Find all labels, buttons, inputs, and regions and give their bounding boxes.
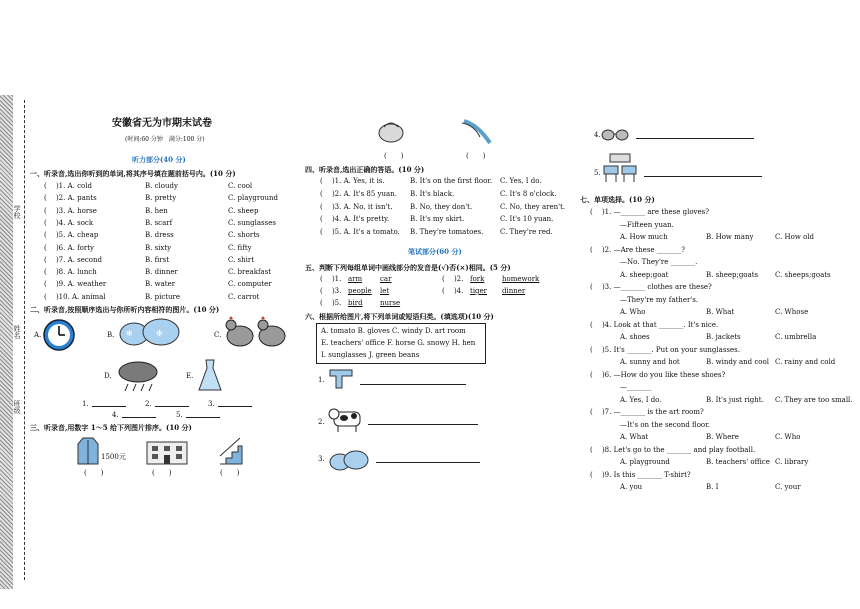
- s4-option-c: C. It's 10 yuan.: [500, 215, 554, 224]
- s7-option-c: C. library: [775, 458, 809, 466]
- s2-title: 二、听录音,按照顺序选出与你所听内容相符的图片。(10 分): [30, 305, 220, 314]
- s1-option-a[interactable]: ( )2. A. pants: [44, 194, 97, 203]
- s6-line-2[interactable]: [368, 424, 478, 425]
- s5-word-a: people: [348, 287, 372, 295]
- s1-option-c: C. fifty: [228, 243, 252, 252]
- dress-picture: [197, 358, 223, 392]
- s2-line-2[interactable]: [155, 406, 189, 407]
- s4-option-b: B. It's my skirt.: [410, 215, 465, 224]
- s1-title: 一、听录音,选出你听到的单词,将其序号填在题前括号内。(10 分): [30, 169, 236, 178]
- stairs-picture: [218, 436, 244, 466]
- listening-heading: 听力部分(40 分): [132, 155, 186, 164]
- s1-option-b: B. dinner: [145, 268, 178, 277]
- s1-option-c: C. shirt: [228, 255, 255, 264]
- name-label: 姓名: [13, 325, 21, 339]
- s7-question[interactable]: ( )2. —Are these _______?: [590, 245, 686, 254]
- s2-line-3[interactable]: [218, 406, 252, 407]
- s5-word-b: let: [380, 287, 390, 295]
- s4-option-c: C. They're red.: [500, 228, 553, 237]
- s7-option-c: C. Who: [775, 433, 801, 441]
- s1-option-a[interactable]: ( )10. A. animal: [44, 292, 106, 301]
- s7-question[interactable]: ( )7. —_______ is the art room?: [590, 408, 704, 416]
- s2-blank-5: 5.: [176, 411, 183, 419]
- s1-option-a[interactable]: ( )8. A. lunch: [44, 268, 97, 277]
- s5-paren[interactable]: ( )1.: [320, 275, 342, 283]
- s6-num-2: 2.: [318, 418, 325, 426]
- s1-option-a[interactable]: ( )4. A. sock: [44, 218, 94, 227]
- s2-line-5[interactable]: [186, 417, 220, 418]
- s7-option-a: A. sunny and hot: [620, 358, 680, 366]
- s7-option-c: C. They are too small.: [775, 395, 853, 404]
- s2-blank-4: 4.: [112, 411, 119, 419]
- s1-option-b: B. sixty: [145, 243, 172, 252]
- s7-option-b: B. windy and cool: [706, 358, 769, 366]
- s4-title: 四、听录音,选出正确的答语。(10 分): [305, 165, 425, 174]
- s7-question[interactable]: ( )1. —_______ are these gloves?: [590, 208, 710, 216]
- writing-heading: 笔试部分(60 分): [408, 247, 462, 256]
- cow-picture: [326, 404, 366, 434]
- s6-line-3[interactable]: [376, 462, 480, 463]
- s1-option-c: C. carrot: [228, 292, 260, 301]
- s6-num-3: 3.: [318, 455, 325, 463]
- s1-option-b: B. water: [145, 280, 176, 289]
- s7-option-a: A. How much: [620, 233, 668, 241]
- word-bank-line-3: I. sunglasses J. green beans: [321, 351, 420, 359]
- s7-option-a: A. Yes, I do.: [620, 395, 662, 404]
- s5-title: 五、判断下列每组单词中画线部分的发音是(√)否(×)相同。(5 分): [305, 263, 511, 272]
- snow-cloud-picture: [116, 316, 186, 350]
- s1-option-b: B. picture: [145, 292, 181, 301]
- s4-option-a[interactable]: ( )2. A. It's 85 yuan.: [320, 189, 397, 198]
- s7-option-a: A. What: [620, 433, 649, 441]
- building-picture: [144, 438, 190, 466]
- s1-option-b: B. dress: [145, 231, 174, 240]
- s5-word-a: bird: [348, 299, 363, 307]
- s7-title: 七、单项选择。(10 分): [580, 195, 655, 204]
- scarf-picture: [326, 366, 356, 390]
- s2-letter-e: E.: [186, 372, 194, 380]
- s5-paren[interactable]: ( )4.: [442, 287, 464, 295]
- s7-option-a: A. sheep;goat: [620, 270, 669, 279]
- s5-paren[interactable]: ( )3.: [320, 287, 342, 295]
- s2-blank-1: 1.: [82, 400, 89, 408]
- s6-line-4[interactable]: [636, 138, 754, 139]
- s5-word-b: nurse: [380, 299, 401, 307]
- s1-option-a[interactable]: ( )6. A. forty: [44, 243, 95, 252]
- s1-option-a[interactable]: ( )9. A. weather: [44, 280, 107, 289]
- s4-option-c: C. It's 8 o'clock.: [500, 189, 557, 198]
- s6-num-5: 5.: [594, 169, 601, 177]
- s7-reply: —Fifteen yuan.: [620, 220, 674, 229]
- rain-cloud-picture: [116, 360, 160, 394]
- s1-option-a[interactable]: ( )3. A. horse: [44, 206, 97, 215]
- s2-line-1[interactable]: [92, 406, 126, 407]
- s2-blank-3: 3.: [208, 400, 215, 408]
- s7-option-a: A. Who: [620, 308, 646, 316]
- s5-word-a: arm: [348, 275, 363, 283]
- s7-question[interactable]: ( )4. Look at that _______. It's nice.: [590, 320, 719, 329]
- s1-option-c: C. shorts: [228, 231, 260, 240]
- s7-question[interactable]: ( )9. Is this _______ T-shirt?: [590, 470, 691, 479]
- s3-paren-1[interactable]: ( ): [84, 469, 104, 477]
- s6-line-1[interactable]: [360, 384, 466, 385]
- s7-option-b: B. How many: [706, 233, 754, 241]
- hen-picture: [222, 314, 292, 352]
- school-label: 学校: [13, 205, 21, 219]
- s2-letter-b: B.: [107, 331, 115, 339]
- s7-option-c: C. rainy and cold: [775, 358, 836, 366]
- s7-option-b: B. jackets: [706, 333, 741, 341]
- s6-line-5[interactable]: [644, 176, 762, 177]
- s4-option-a[interactable]: ( )5. A. It's a tomato.: [320, 228, 400, 237]
- s1-option-b: B. cloudy: [145, 182, 178, 190]
- s7-option-b: B. Where: [706, 433, 739, 441]
- s5-paren[interactable]: ( )2.: [442, 275, 464, 283]
- s1-option-c: C. computer: [228, 280, 272, 289]
- s1-option-b: B. hen: [145, 206, 168, 215]
- s4-option-b: B. It's on the first floor.: [410, 177, 493, 185]
- s5-word-b: homework: [502, 275, 540, 283]
- s2-letter-c: C.: [214, 331, 222, 339]
- s7-question[interactable]: ( )6. —How do you like these shoes?: [590, 370, 726, 379]
- s2-letter-d: D.: [104, 372, 112, 380]
- s3-paren-3[interactable]: ( ): [220, 469, 240, 477]
- price-tag: 1500元: [101, 453, 126, 461]
- word-bank: [316, 323, 486, 364]
- s1-option-b: B. scarf: [145, 218, 173, 227]
- sunglasses-picture: [600, 124, 630, 146]
- s4-option-a[interactable]: ( )1. A. Yes, it is.: [320, 177, 385, 185]
- s7-option-c: C. your: [775, 483, 801, 491]
- mitten-picture: [376, 117, 406, 147]
- s7-option-a: A. you: [620, 483, 643, 491]
- clock-picture: [42, 318, 76, 352]
- cut-line: [24, 100, 25, 580]
- s1-option-a[interactable]: ( )1. A. cold: [44, 182, 92, 190]
- s7-option-b: B. sheep;goats: [706, 270, 759, 279]
- s7-option-c: C. Whose: [775, 308, 809, 316]
- s2-blank-2: 2.: [145, 400, 152, 408]
- svg-text:✻: ✻: [126, 329, 133, 338]
- word-bank-line-2: E. teachers' office F. horse G. snowy H. hen: [321, 339, 476, 347]
- s5-word-b: car: [380, 275, 392, 283]
- s7-question[interactable]: ( )3. —_______ clothes are these?: [590, 283, 712, 291]
- s1-option-b: B. first: [145, 255, 170, 264]
- class-label: 班级: [13, 400, 21, 414]
- exam-subtitle: (时间:60 分钟 满分:100 分): [125, 136, 205, 143]
- s6-title: 六、根据所给图片,将下列单词或短语归类。(填选项)(10 分): [305, 312, 494, 321]
- s1-option-c: C. sheep: [228, 206, 259, 215]
- s7-reply: —_______: [620, 383, 652, 391]
- s1-option-a[interactable]: ( )5. A. cheap: [44, 231, 99, 240]
- s7-option-c: C. umbrella: [775, 333, 817, 341]
- s4-option-a[interactable]: ( )3. A. No, it isn't.: [320, 202, 393, 211]
- s4-option-c: C. No, they aren't.: [500, 202, 566, 211]
- s1-option-a[interactable]: ( )7. A. second: [44, 255, 102, 264]
- s7-option-a: A. playground: [620, 458, 670, 466]
- s4-option-c: C. Yes, I do.: [500, 177, 542, 185]
- coat-picture: [77, 436, 99, 466]
- s1-option-c: C. playground: [228, 194, 278, 203]
- s5-word-a: tiger: [470, 287, 488, 295]
- s7-option-b: B. It's just right.: [706, 395, 764, 404]
- s4-option-b: B. No, they don't.: [410, 202, 473, 211]
- s3b-paren-1[interactable]: ( ): [384, 152, 404, 160]
- cloud-picture: [328, 448, 370, 474]
- s7-option-c: C. sheeps;goats: [775, 270, 831, 279]
- s6-num-4: 4.: [594, 131, 601, 139]
- s7-option-c: C. How old: [775, 233, 815, 241]
- svg-text:✻: ✻: [156, 329, 163, 338]
- s4-option-b: B. They're tomatoes.: [410, 228, 484, 237]
- s6-num-1: 1.: [318, 376, 325, 384]
- s3-title: 三、听录音,用数字 1～5 给下列图片排序。(10 分): [30, 423, 192, 432]
- s7-question[interactable]: ( )5. It's _______. Put on your sunglasses.: [590, 345, 740, 354]
- s7-option-b: B. I: [706, 483, 719, 491]
- desks-picture: [600, 152, 640, 184]
- s3b-paren-2[interactable]: ( ): [466, 152, 486, 160]
- s4-option-a[interactable]: ( )4. A. It's pretty.: [320, 215, 390, 224]
- s7-question[interactable]: ( )8. Let's go to the _______ and play football.: [590, 445, 756, 454]
- s7-reply: —No. They're _______.: [620, 258, 698, 266]
- binding-strip: [0, 95, 13, 589]
- s2-letter-a: A.: [34, 331, 42, 339]
- s5-word-a: fork: [470, 275, 485, 283]
- s5-word-b: dinner: [502, 287, 526, 295]
- pea-pod-picture: [460, 117, 494, 147]
- s1-option-c: C. sunglasses: [228, 218, 276, 227]
- s7-option-b: B. What: [706, 308, 735, 316]
- s7-option-a: A. shoes: [620, 333, 650, 341]
- s7-option-b: B. teachers' office: [706, 458, 770, 466]
- exam-title: 安徽省无为市期末试卷: [112, 118, 212, 129]
- s4-option-b: B. It's black.: [410, 189, 455, 198]
- s7-reply: —It's on the second floor.: [620, 420, 710, 429]
- s7-reply: —They're my father's.: [620, 295, 699, 304]
- s1-option-b: B. pretty: [145, 194, 177, 203]
- word-bank-line-1: A. tomato B. gloves C. windy D. art room: [321, 327, 466, 335]
- s5-paren[interactable]: ( )5.: [320, 299, 342, 307]
- s1-option-c: C. breakfast: [228, 268, 272, 277]
- s2-line-4[interactable]: [122, 417, 156, 418]
- s3-paren-2[interactable]: ( ): [152, 469, 172, 477]
- s1-option-c: C. cool: [228, 182, 253, 190]
